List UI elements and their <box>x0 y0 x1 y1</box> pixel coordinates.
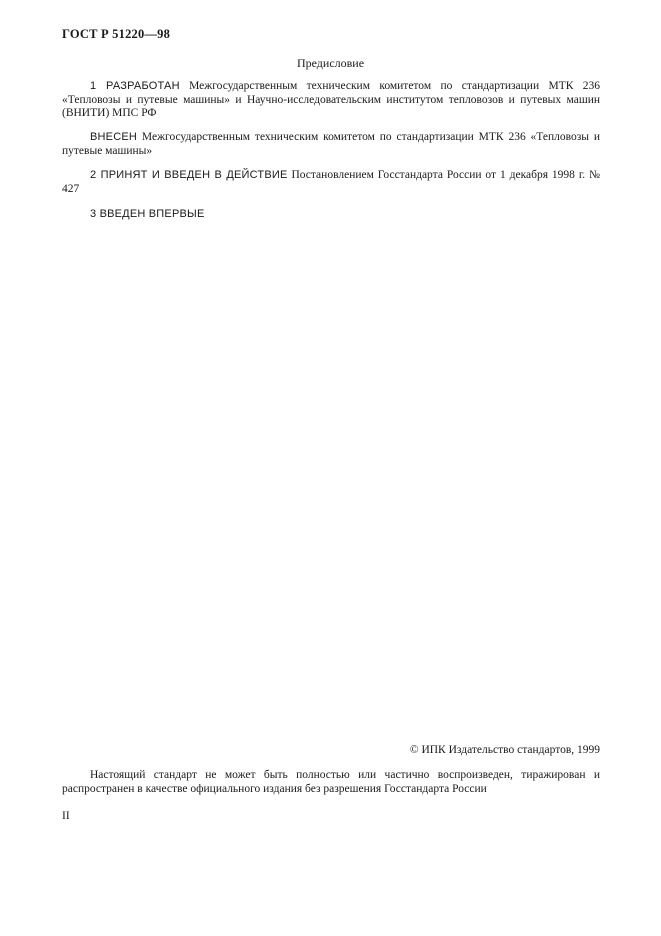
preface-item-adopted <box>62 169 600 196</box>
copyright-line: © ИПК Издательство стандартов, 1999 <box>409 744 600 756</box>
preface-title: Предисловие <box>296 56 365 70</box>
preface-item-first-introduced <box>62 208 600 222</box>
preface-item-text: Межгосударственным техническим комитетом по стандартизации МТК 236 «Тепловозы и путевые машины» и Научно-исследовательским институтом тепловозов и путевых машин (ВНИТИ) МПС РФ <box>62 80 600 119</box>
preface-item-lead: ВНЕСЕН <box>90 131 138 143</box>
preface-item-developed <box>62 80 600 121</box>
preface-item-text: Постановлением Госстандарта России от 1 декабря 1998 г. № 427 <box>62 169 601 195</box>
preface-item-lead: 1 РАЗРАБОТАН <box>90 80 180 92</box>
reproduction-notice: Настоящий стандарт не может быть полностью или частично воспроизведен, тиражирован и распространен в качестве официального издания без разрешения Госстандарта России <box>62 769 600 795</box>
preface-item-introduced <box>62 131 600 158</box>
document-id-header: ГОСТ Р 51220—98 <box>62 27 171 41</box>
page-number: II <box>62 810 70 822</box>
preface-item-text: Межгосударственным техническим комитетом по стандартизации МТК 236 «Тепловозы и путевые машины» <box>62 131 600 157</box>
preface-item-lead: 3 ВВЕДЕН ВПЕРВЫЕ <box>90 208 205 220</box>
preface-item-lead: 2 ПРИНЯТ И ВВЕДЕН В ДЕЙСТВИЕ <box>90 169 288 181</box>
